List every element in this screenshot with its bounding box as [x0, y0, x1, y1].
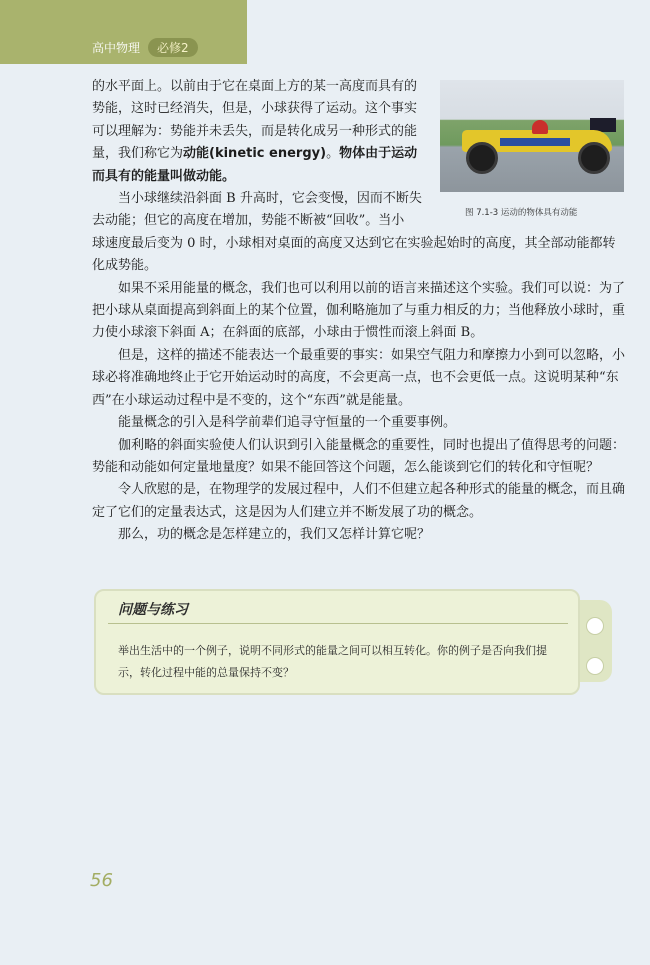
paragraph-old-language: 如果不采用能量的概念，我们也可以利用以前的语言来描述这个实验。我们可以说：为了把小球从桌面提高到斜面上的某个位置，伽利略施加了与重力相反的力；当他释放小球时，重力使小球滚下斜面 A；在斜面的底部，小球由于惯性而滚上斜面 B。 [92, 280, 626, 341]
paragraph-slope-b-rest: 球速度最后变为 0 时，小球相对桌面的高度又达到它在实验起始时的高度，其全部动能都转化成势能。 [92, 235, 616, 274]
exercise-text: 举出生活中的一个例子，说明不同形式的能量之间可以相互转化。你的例子是否向我们提示，转化过程中能的总量保持不变？ [118, 644, 547, 679]
figure-caption: 图 7.1-3 运动的物体具有动能 [465, 208, 578, 218]
running-header [92, 38, 198, 57]
definition-kinetic-energy: 物体由于运动而具有的能量叫做动能。 [92, 146, 418, 184]
exercise-title: 问题与练习 [118, 602, 188, 618]
paragraph-question: 伽利略的斜面实验使人们认识到引入能量概念的重要性，同时也提出了值得思考的问题：势能和动能如何定量地量度？如果不能回答这个问题，怎么能谈到它们的转化和守恒呢？ [92, 437, 626, 475]
paragraph-closing-question: 那么，功的概念是怎样建立的，我们又怎样计算它呢？ [118, 527, 431, 543]
p1-text: 的水平面上。以前由于它在桌面上方的某一高度而具有的势能，这时已经消失，但是，小球获得了运动。这个事实可以理解为：势能并未丢失，而是转化成另一种形式的能量，我们称它为 [92, 79, 418, 162]
paragraph-important-fact: 但是，这样的描述不能表达一个最重要的事实：如果空气阻力和摩擦力小到可以忽略，小球必将准确地终止于它开始运动时的高度，不会更高一点，也不会更低一点。这说明某种“东西”在小球运动过程中是不变的，这个“东西”就是能量。 [92, 347, 626, 408]
binder-hole-icon [586, 657, 604, 675]
main-text [92, 76, 628, 547]
book-title: 高中物理 [92, 41, 141, 55]
binder-hole-icon [586, 617, 604, 635]
exercise-divider [108, 623, 568, 624]
volume-badge: 必修2 [148, 38, 198, 57]
term-kinetic-energy: 动能(kinetic energy) [183, 146, 327, 162]
paragraph-slope-b-narrow: 当小球继续沿斜面 B 升高时，它会变慢，因而不断失去动能；但它的高度在增加，势能不断被“回收”。当小 [92, 191, 422, 229]
paragraph-work-concept: 令人欣慰的是，在物理学的发展过程中，人们不但建立起各种形式的能量的概念，而且确定了它们的定量表达式，这是因为人们建立并不断发展了功的概念。 [92, 482, 626, 520]
p1-punct: 。 [326, 146, 340, 162]
page-number: 56 [90, 870, 113, 891]
paragraph-conserved-quantity: 能量概念的引入是科学前辈们追寻守恒量的一个重要事例。 [118, 415, 457, 431]
paragraph-kinetic-energy [92, 76, 422, 188]
